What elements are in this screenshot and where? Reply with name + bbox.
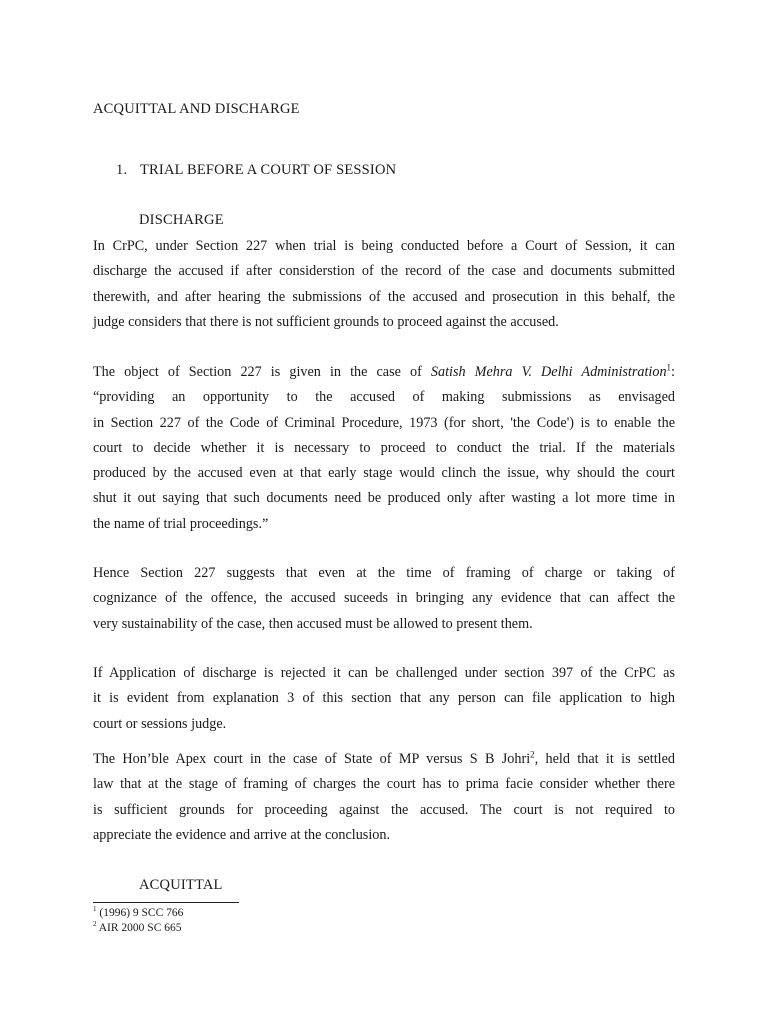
text-line: produced by the accused even at that early stage would clinch the issue, why should the court [93, 465, 675, 482]
text-line: very sustainability of the case, then accused must be allowed to present them. [93, 615, 533, 632]
footnote-separator [93, 902, 239, 903]
text-line: cognizance of the offence, the accused suceeds in bringing any evidence that can affect the [93, 590, 675, 607]
text-line: is sufficient grounds for proceeding against the accused. The court is not required to [93, 801, 675, 818]
paragraph-application-rejected [93, 661, 675, 737]
section-title: TRIAL BEFORE A COURT OF SESSION [140, 162, 397, 178]
paragraph-satish-mehra [93, 360, 675, 537]
text-line: judge considers that there is not sufficient grounds to proceed against the accused. [93, 313, 559, 330]
document-title: ACQUITTAL AND DISCHARGE [93, 101, 300, 117]
paragraph-sb-johri [93, 747, 675, 848]
footnote-text: AIR 2000 SC 665 [96, 922, 182, 934]
case-citation: Satish Mehra V. Delhi Administration [430, 364, 667, 380]
footnote-text: (1996) 9 SCC 766 [96, 907, 184, 919]
text-line: it is evident from explanation 3 of this section that any person can file application to high [93, 690, 675, 707]
section-number: 1. [116, 162, 128, 178]
text-span: , held that it is settled [534, 751, 675, 767]
text-line: law that at the stage of framing of charges the court has to prima facie consider whether there [93, 776, 675, 793]
text-line: therewith, and after hearing the submissions of the accused and prosecution in this behalf, the [93, 288, 675, 305]
text-line: discharge the accused if after considerstion of the record of the case and documents submitted [93, 263, 675, 280]
footnote-ref: 2 [530, 749, 535, 760]
text-line: appreciate the evidence and arrive at the conclusion. [93, 826, 391, 843]
text-line: “providing an opportunity to the accused of making submissions as envisaged [93, 389, 675, 406]
text-line [93, 360, 675, 385]
text-line: shut it out saying that such documents need be produced only after wasting a lot more time in [93, 490, 675, 507]
text-span: : [671, 364, 675, 380]
footnote-ref: 1 [666, 362, 672, 373]
text-span: The Hon’ble Apex court in the case of State of MP versus S B Johri [93, 751, 531, 767]
paragraph-section-227 [93, 561, 675, 637]
text-line: If Application of discharge is rejected it can be challenged under section 397 of the CrPC as [93, 665, 675, 681]
text-line: court to decide whether it is necessary to proceed to conduct the trial. If the materials [93, 439, 675, 456]
text-span: The object of Section 227 is given in the case of [93, 364, 431, 380]
discharge-heading: DISCHARGE [139, 212, 224, 228]
text-line: in Section 227 of the Code of Criminal Procedure, 1973 (for short, 'the Code') is to enable the [93, 414, 675, 431]
footnote-number: 2 [93, 920, 97, 929]
text-line: Hence Section 227 suggests that even at the time of framing of charge or taking of [93, 565, 675, 581]
text-line: In CrPC, under Section 227 when trial is being conducted before a Court of Session, it can [93, 238, 675, 254]
paragraph-discharge-intro [93, 234, 675, 335]
footnote-1 [93, 906, 183, 920]
footnote-2 [93, 921, 182, 935]
text-line [93, 747, 675, 772]
text-line: the name of trial proceedings.” [93, 515, 269, 532]
acquittal-heading: ACQUITTAL [139, 877, 223, 893]
text-line: court or sessions judge. [93, 715, 227, 732]
footnote-number: 1 [93, 905, 97, 914]
